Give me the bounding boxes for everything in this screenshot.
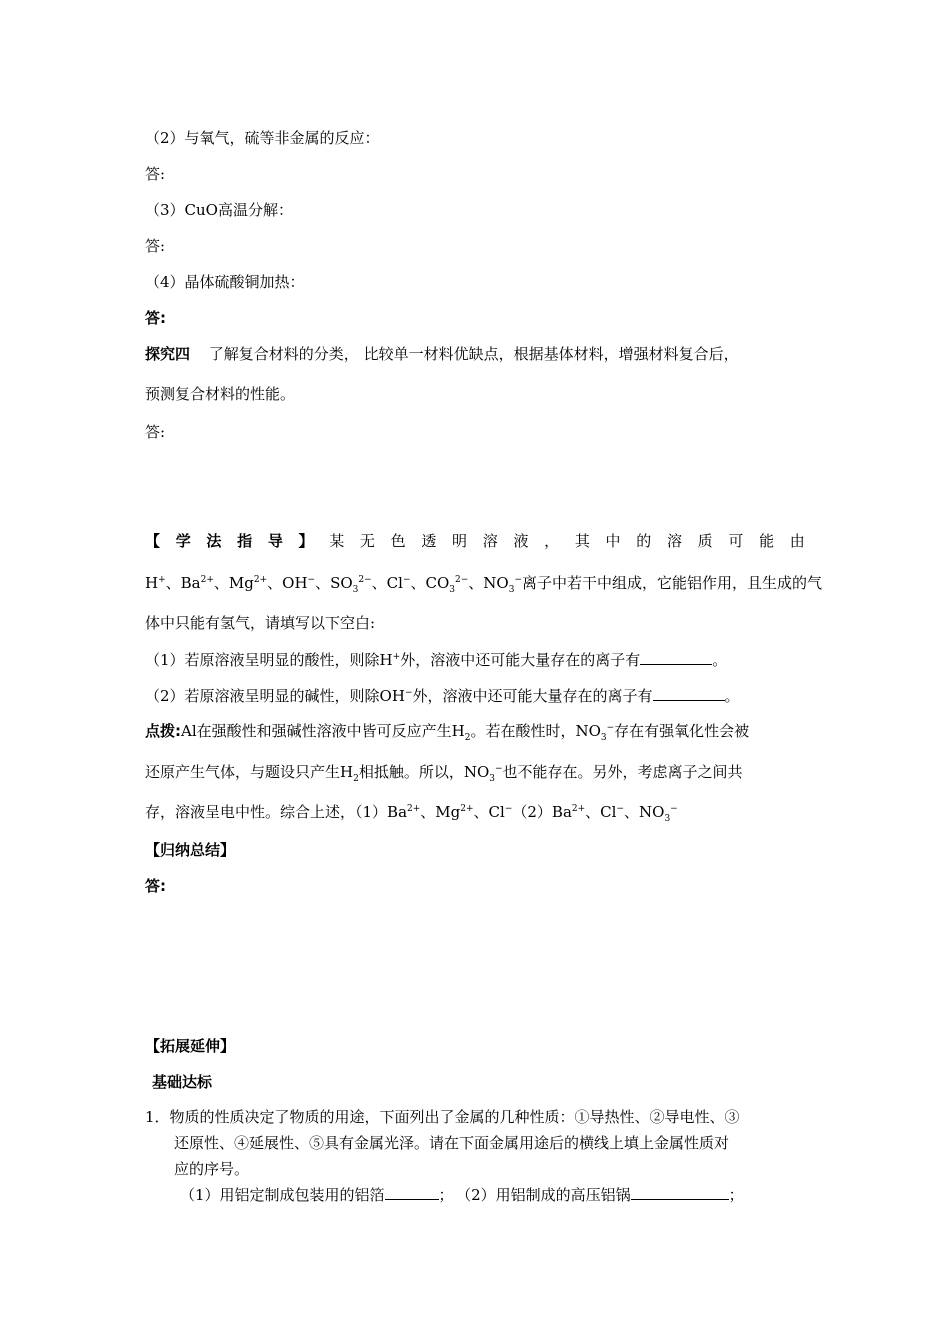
exercise-text: ； xyxy=(438,1186,454,1204)
question-text: （2）若原溶液呈明显的碱性，则除OH xyxy=(145,687,405,705)
basic-level-heading: 基础达标 xyxy=(152,1073,213,1091)
guide-char: 明 xyxy=(452,532,468,550)
answer-blank[interactable] xyxy=(631,1185,729,1200)
guide-char: 法 xyxy=(206,532,222,550)
ion-text: 、SO xyxy=(315,574,353,592)
ion-text: 、CO xyxy=(410,574,450,592)
study-guide-line3: 体中只能有氢气，请填写以下空白: xyxy=(145,614,376,632)
superscript: 2+ xyxy=(460,804,474,814)
hint-text: Al在强酸性和强碱性溶液中皆可反应产生H xyxy=(181,722,465,740)
exercise-number: 1． xyxy=(145,1108,170,1126)
guide-char: 指 xyxy=(237,532,253,550)
superscript: − xyxy=(402,575,411,585)
subscript: 3 xyxy=(352,585,359,595)
answer-blank[interactable] xyxy=(653,686,725,701)
hint-label: 点拨: xyxy=(145,722,181,740)
extension-heading: 【拓展延伸】 xyxy=(145,1037,236,1055)
superscript: + xyxy=(158,575,166,585)
guide-char: 】 xyxy=(298,532,314,550)
guide-char: 色 xyxy=(390,532,406,550)
superscript: − xyxy=(307,575,316,585)
superscript: + xyxy=(392,652,401,662)
guide-question-1 xyxy=(145,650,727,670)
superscript: 2− xyxy=(455,575,469,585)
ion-text: 、Cl xyxy=(371,574,403,592)
guide-char: 溶 xyxy=(482,532,498,550)
question-4: （4）晶体硫酸铜加热： xyxy=(145,273,305,291)
ion-text: 、Ba xyxy=(165,574,201,592)
explore-four-label: 探究四 xyxy=(145,345,191,363)
hint-text: 。若在酸性时，NO xyxy=(470,722,601,740)
hint-text: 还原产生气体，与题设只产生H xyxy=(145,763,354,781)
answer-4: 答: xyxy=(145,309,166,327)
superscript: 2+ xyxy=(571,804,586,814)
hint-text: 、Cl xyxy=(585,803,617,821)
hint-line1 xyxy=(145,721,749,741)
summary-heading: 【归纳总结】 xyxy=(145,841,236,859)
guide-char: 中 xyxy=(605,532,621,550)
explore-four-text1: 了解复合材料的分类， 比较单一材料优缺点，根据基体材料，增强材料复合后， xyxy=(208,345,739,363)
exercise-1-line2: 还原性、④延展性、⑤具有金属光泽。请在下面金属用途后的横线上填上金属性质对 xyxy=(174,1134,730,1152)
explore-four-line1 xyxy=(145,344,739,364)
answer-blank[interactable] xyxy=(640,650,712,665)
hint-text: （2）Ba xyxy=(512,803,572,821)
subscript: 3 xyxy=(664,814,671,824)
question-text: 外，溶液中还可能大量存在的离子有 xyxy=(412,687,653,705)
guide-char: 透 xyxy=(421,532,437,550)
question-text: 。 xyxy=(724,687,740,705)
ion-text: 、OH xyxy=(267,574,308,592)
guide-char: ， xyxy=(544,532,560,550)
guide-char: 液 xyxy=(513,532,529,550)
superscript: 2+ xyxy=(407,804,421,814)
guide-char: 溶 xyxy=(666,532,682,550)
answer-blank[interactable] xyxy=(385,1185,439,1200)
subscript: 3 xyxy=(508,585,515,595)
superscript: − xyxy=(616,804,624,814)
question-text: 外，溶液中还可能大量存在的离子有 xyxy=(400,651,641,669)
superscript: − xyxy=(514,575,523,585)
hint-text: 存在有强氧化性会被 xyxy=(614,722,750,740)
guide-char: 能 xyxy=(759,532,775,550)
subscript: 3 xyxy=(600,733,607,743)
superscript: − xyxy=(606,723,615,733)
question-3: （3）CuO高温分解： xyxy=(145,201,293,219)
hint-text: 、Cl xyxy=(473,803,505,821)
hint-text: 存，溶液呈电中性。综合上述，（1）Ba xyxy=(145,803,408,821)
hint-text: 相抵触。所以，NO xyxy=(358,763,490,781)
superscript: 2+ xyxy=(253,575,268,585)
question-text: （1）若原溶液呈明显的酸性，则除H xyxy=(145,651,393,669)
exercise-question: （2）用铝制成的高压铝锅 xyxy=(463,1186,631,1204)
explore-four-answer: 答: xyxy=(145,423,166,441)
guide-char: 学 xyxy=(175,532,191,550)
superscript: − xyxy=(404,688,413,698)
hint-text: 也不能存在。另外，考虑离子之间共 xyxy=(502,763,743,781)
guide-char: 无 xyxy=(359,532,375,550)
explore-four-line2: 预测复合材料的性能。 xyxy=(145,385,296,403)
hint-text: 、Mg xyxy=(420,803,461,821)
summary-answer: 答: xyxy=(145,877,166,895)
guide-char: 可 xyxy=(728,532,744,550)
question-2: （2）与氧气，硫等非金属的反应： xyxy=(145,129,380,147)
guide-char: 【 xyxy=(145,532,161,550)
subscript: 3 xyxy=(449,585,456,595)
superscript: − xyxy=(495,764,503,774)
exercise-text: 物质的性质决定了物质的用途，下面列出了金属的几种性质：①导热性、②导电性、③ xyxy=(169,1108,740,1126)
guide-char: 其 xyxy=(574,532,590,550)
hint-line3 xyxy=(145,802,678,822)
question-text: 。 xyxy=(712,651,728,669)
superscript: 2− xyxy=(358,575,372,585)
guide-char: 的 xyxy=(636,532,652,550)
study-guide-ions-line xyxy=(145,573,822,593)
guide-char: 由 xyxy=(789,532,805,550)
guide-char: 质 xyxy=(697,532,713,550)
exercise-1-line3: 应的序号。 xyxy=(174,1160,250,1178)
ion-text: H xyxy=(145,574,159,592)
ion-text: 、NO xyxy=(468,574,509,592)
superscript: − xyxy=(670,804,678,814)
hint-line2 xyxy=(145,762,743,782)
exercise-question: （1）用铝定制成包装用的铝箔 xyxy=(180,1186,385,1204)
hint-text: 、NO xyxy=(624,803,665,821)
guide-char: 某 xyxy=(329,532,345,550)
answer-2: 答: xyxy=(145,165,166,183)
guide-char: 导 xyxy=(267,532,283,550)
ion-text: 、Mg xyxy=(213,574,254,592)
exercise-1-line1 xyxy=(145,1107,740,1127)
superscript: − xyxy=(504,804,513,814)
ion-text: 离子中若干中组成，它能铝作用，且生成的气 xyxy=(522,574,823,592)
subscript: 2 xyxy=(464,733,471,743)
exercise-1-questions xyxy=(180,1185,744,1205)
answer-3: 答: xyxy=(145,237,166,255)
subscript: 3 xyxy=(489,774,495,784)
superscript: 2+ xyxy=(200,575,214,585)
exercise-text: ； xyxy=(728,1186,744,1204)
study-guide-line1 xyxy=(145,531,805,551)
guide-question-2 xyxy=(145,686,740,706)
subscript: 2 xyxy=(353,774,359,784)
